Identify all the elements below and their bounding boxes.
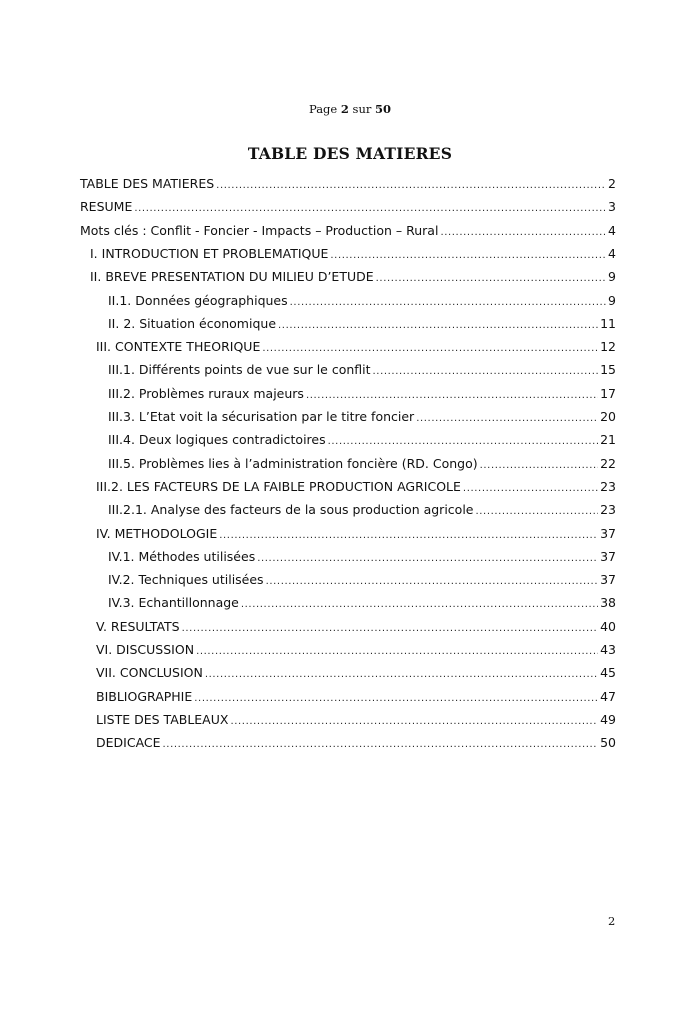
toc-entry-page: 3 — [608, 199, 616, 214]
toc-entry[interactable] — [80, 199, 616, 217]
page-header-middle: sur — [352, 102, 372, 116]
footer-page-number: 2 — [608, 914, 616, 928]
toc-entry-page: 12 — [600, 339, 616, 354]
toc-entry[interactable] — [108, 362, 616, 380]
dot-leader — [230, 716, 598, 727]
toc-entry-label: Mots clés : Conflit - Foncier - Impacts – Production – Rural — [80, 223, 439, 238]
toc-entry-page: 11 — [600, 316, 616, 331]
toc-entry-label: III.3. L’Etat voit la sécurisation par le titre foncier — [108, 409, 415, 424]
toc-entry[interactable] — [108, 549, 616, 567]
dot-leader — [257, 553, 598, 564]
dot-leader — [290, 297, 606, 308]
toc-entry-page: 37 — [600, 572, 616, 587]
dot-leader — [463, 483, 598, 494]
toc-entry[interactable] — [108, 432, 616, 450]
toc-entry-page: 22 — [600, 456, 616, 471]
dot-leader — [475, 506, 598, 517]
toc-entry[interactable] — [108, 595, 616, 613]
toc-entry-page: 9 — [608, 269, 616, 284]
dot-leader — [440, 227, 606, 238]
toc-entry-page: 4 — [608, 246, 616, 261]
dot-leader — [163, 739, 599, 750]
toc-entry-page: 45 — [600, 665, 616, 680]
dot-leader — [278, 320, 598, 331]
toc-entry-label: III.4. Deux logiques contradictoires — [108, 432, 326, 447]
toc-entry[interactable] — [96, 665, 616, 683]
dot-leader — [328, 436, 598, 447]
toc-entry-page: 17 — [600, 386, 616, 401]
toc-entry-page: 21 — [600, 432, 616, 447]
dot-leader — [219, 530, 598, 541]
toc-entry-page: 50 — [600, 735, 616, 750]
toc-entry-page: 2 — [608, 176, 616, 191]
toc-entry-label: IV. METHODOLOGIE — [96, 526, 218, 541]
dot-leader — [373, 366, 599, 377]
dot-leader — [376, 273, 606, 284]
toc-entry[interactable] — [80, 176, 616, 194]
dot-leader — [416, 413, 598, 424]
toc-entry[interactable] — [96, 479, 616, 497]
dot-leader — [205, 669, 598, 680]
toc-entry[interactable] — [108, 502, 616, 520]
toc-entry-label: III.5. Problèmes lies à l’administration foncière (RD. Congo) — [108, 456, 478, 471]
toc-entry-label: VI. DISCUSSION — [96, 642, 195, 657]
dot-leader — [330, 250, 606, 261]
dot-leader — [266, 576, 599, 587]
toc-entry[interactable] — [96, 712, 616, 730]
toc-entry-page: 40 — [600, 619, 616, 634]
toc-entry-label: TABLE DES MATIERES — [80, 176, 215, 191]
toc-entry[interactable] — [108, 386, 616, 404]
toc-entry[interactable] — [96, 619, 616, 637]
dot-leader — [241, 599, 598, 610]
toc-entry[interactable] — [108, 456, 616, 474]
toc-entry[interactable] — [96, 735, 616, 753]
toc-entry-label: III. CONTEXTE THEORIQUE — [96, 339, 261, 354]
toc-entry-label: II.1. Données géographiques — [108, 293, 288, 308]
toc-entry-page: 47 — [600, 689, 616, 704]
toc-entry-label: III.2. Problèmes ruraux majeurs — [108, 386, 304, 401]
toc-entry-page: 9 — [608, 293, 616, 308]
toc-entry[interactable] — [108, 409, 616, 427]
toc-entry-label: IV.3. Echantillonnage — [108, 595, 239, 610]
toc-entry-page: 38 — [600, 595, 616, 610]
toc-entry[interactable] — [108, 316, 616, 334]
page-header-total: 50 — [375, 102, 392, 116]
toc-entry-page: 37 — [600, 549, 616, 564]
toc-entry[interactable] — [90, 246, 616, 264]
toc-entry-page: 4 — [608, 223, 616, 238]
toc-entry[interactable] — [96, 526, 616, 544]
toc-entry-label: LISTE DES TABLEAUX — [96, 712, 229, 727]
toc-title: TABLE DES MATIERES — [247, 144, 453, 163]
dot-leader — [216, 180, 606, 191]
toc-entry-label: RESUME — [80, 199, 133, 214]
toc-entry-label: II. 2. Situation économique — [108, 316, 277, 331]
toc-entry[interactable] — [108, 293, 616, 311]
toc-entry-label: IV.2. Techniques utilisées — [108, 572, 264, 587]
toc-entry[interactable] — [96, 642, 616, 660]
toc-entry[interactable] — [96, 689, 616, 707]
toc-entry-label: BIBLIOGRAPHIE — [96, 689, 193, 704]
dot-leader — [306, 390, 598, 401]
toc-entry-label: DEDICACE — [96, 735, 161, 750]
dot-leader — [480, 460, 598, 471]
toc-entry-label: II. BREVE PRESENTATION DU MILIEU D’ETUDE — [90, 269, 374, 284]
dot-leader — [262, 343, 598, 354]
toc-entry-label: III.2.1. Analyse des facteurs de la sous production agricole — [108, 502, 474, 517]
toc-entry-label: VII. CONCLUSION — [96, 665, 203, 680]
toc-entry-page: 43 — [600, 642, 616, 657]
toc-entry-page: 15 — [600, 362, 616, 377]
toc-entry-page: 49 — [600, 712, 616, 727]
toc-entry-page: 23 — [600, 479, 616, 494]
page-header-prefix: Page — [308, 102, 338, 116]
dot-leader — [196, 646, 598, 657]
dot-leader — [182, 623, 598, 634]
page-header-current: 2 — [340, 102, 349, 116]
toc-entry-label: III.1. Différents points de vue sur le conflit — [108, 362, 371, 377]
toc-entry-label: I. INTRODUCTION ET PROBLEMATIQUE — [90, 246, 329, 261]
toc-entry[interactable] — [96, 339, 616, 357]
toc-entry-label: IV.1. Méthodes utilisées — [108, 549, 256, 564]
toc-entry-page: 23 — [600, 502, 616, 517]
page-header — [0, 102, 700, 116]
toc-entry-page: 20 — [600, 409, 616, 424]
toc-entry-label: V. RESULTATS — [96, 619, 180, 634]
toc-entry[interactable] — [80, 223, 616, 241]
toc-entry[interactable] — [108, 572, 616, 590]
toc-entry-label: III.2. LES FACTEURS DE LA FAIBLE PRODUCTION AGRICOLE — [96, 479, 461, 494]
toc-entry[interactable] — [90, 269, 616, 287]
toc-entry-page: 37 — [600, 526, 616, 541]
dot-leader — [134, 203, 606, 214]
dot-leader — [194, 693, 598, 704]
